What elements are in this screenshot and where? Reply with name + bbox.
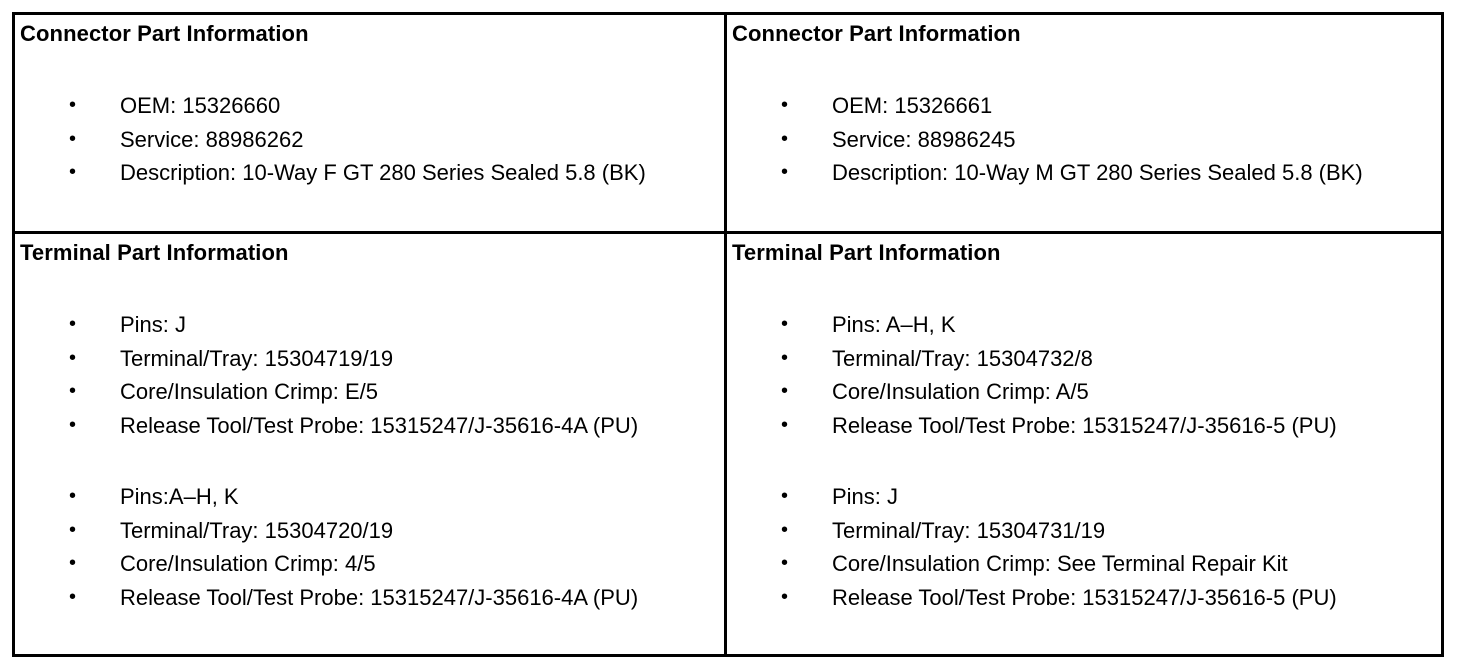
section-title: Connector Part Information bbox=[732, 21, 1021, 46]
bullet-icon: • bbox=[69, 346, 77, 369]
section-title: Connector Part Information bbox=[20, 21, 309, 46]
bullet-icon: • bbox=[69, 127, 77, 150]
bullet-icon: • bbox=[781, 380, 789, 402]
bullet-icon: • bbox=[69, 161, 77, 183]
bullet-icon: • bbox=[69, 485, 77, 507]
bullet-icon: • bbox=[69, 585, 77, 608]
terminal-info-cell-left: Terminal Part Information • Pins: J • Terminal/Tray: 15304719/19 • Core/Insulation Crimp: E/5 • Release Tool/Test Probe: 15315247/J-35616-4A (PU) • Pins:A–H, K • Terminal/Tray: 15304720/19 • Core/Insulation Crimp: 4/5 • Release Tool/Test Probe: 15315247/J-35616-4A (PU) bbox=[15, 234, 724, 654]
bullet-icon: • bbox=[69, 552, 77, 574]
bullet-icon: • bbox=[69, 94, 77, 116]
bullet-icon: • bbox=[781, 518, 789, 541]
bullet-icon: • bbox=[781, 346, 789, 369]
bullet-icon: • bbox=[781, 552, 789, 574]
bullet-icon: • bbox=[69, 313, 77, 335]
bullet-icon: • bbox=[781, 313, 789, 335]
bullet-icon: • bbox=[781, 485, 789, 507]
part-info-table bbox=[12, 12, 1444, 657]
section-title: Terminal Part Information bbox=[732, 240, 1001, 265]
terminal-info-cell-right: Terminal Part Information • Pins: A–H, K • Terminal/Tray: 15304732/8 • Core/Insulation Crimp: A/5 • Release Tool/Test Probe: 15315247/J-35616-5 (PU) • Pins: J • Terminal/Tray: 15304731/19 • Core/Insulation Crimp: See Terminal Repair Kit • Release Tool/Test Probe: 15315247/J-35616-5 (PU) bbox=[727, 234, 1441, 654]
connector-info-cell-right: Connector Part Information • OEM: 15326661 • Service: 88986245 • Description: 10-Way M GT 280 Series Sealed 5.8 (BK) bbox=[727, 15, 1441, 231]
bullet-icon: • bbox=[781, 127, 789, 150]
section-title: Terminal Part Information bbox=[20, 240, 289, 265]
bullet-icon: • bbox=[69, 380, 77, 402]
connector-info-cell-left: Connector Part Information • OEM: 15326660 • Service: 88986262 • Description: 10-Way F GT 280 Series Sealed 5.8 (BK) bbox=[15, 15, 724, 231]
bullet-icon: • bbox=[781, 94, 789, 116]
bullet-icon: • bbox=[69, 413, 77, 436]
bullet-icon: • bbox=[781, 413, 789, 436]
bullet-icon: • bbox=[781, 161, 789, 183]
bullet-icon: • bbox=[781, 585, 789, 608]
bullet-icon: • bbox=[69, 518, 77, 541]
